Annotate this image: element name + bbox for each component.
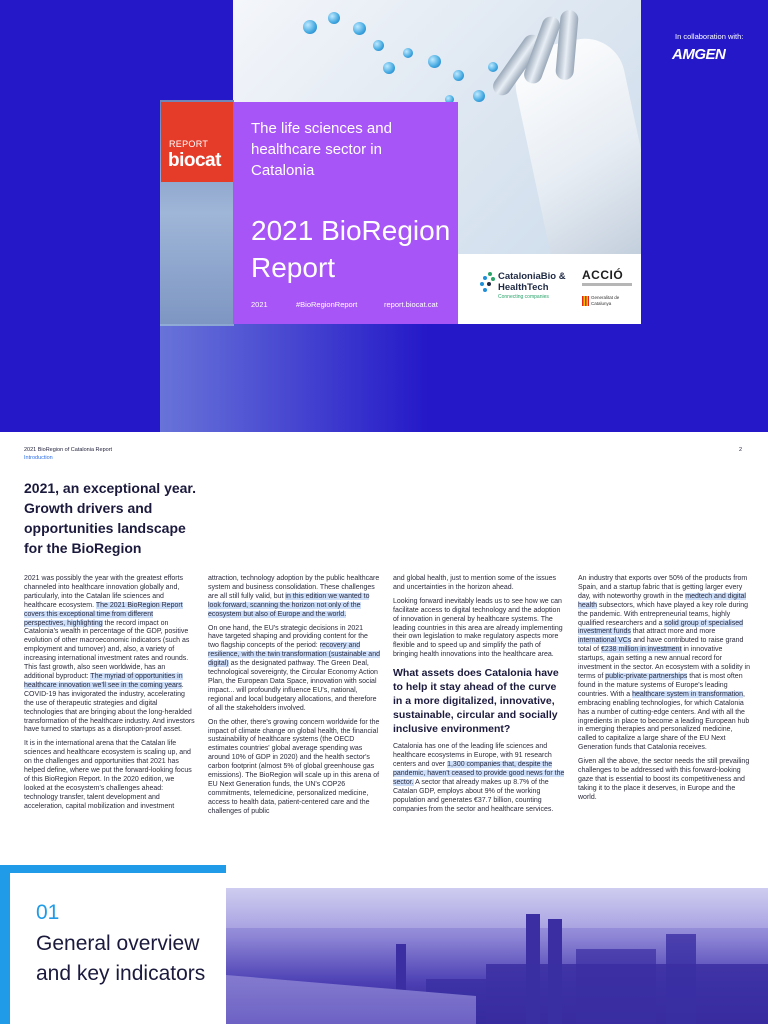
paragraph: 2021 was possibly the year with the greatest efforts channeled into healthcare innovation globally and, particularly, into the Catalan life sciences and healthcare ecosystem. The 2021 BioRegion Report covers this exceptional time from different perspectives, highlighting the record impact on Catalonia's wealth in percentage of the GDP, positive evolution of other macroeconomic indicators (such as employment and turnover) and, also, a variety of increasing international investment rates and rounds. This fast growth, also seen worldwide, has an additional byproduct: The myriad of opportunities in healthcare innovation we'll see in the coming years. COVID-19 has invigorated the industry, accelerating the use of therapeutic strategies and digital technologies that are bringing about the long-heralded transformation of the healthcare industry. And investors have turned to startups as a disruption-proof asset. bbox=[24, 575, 195, 734]
paragraph: Given all the above, the sector needs the still prevailing challenges to be addressed with this forward-looking gaze that is essential to boost its competitiveness and taking it to the place it deserves, in Europe and the world. bbox=[578, 758, 750, 801]
report-label: REPORT bbox=[169, 139, 209, 149]
molecule-icon bbox=[453, 70, 464, 81]
molecule-icon bbox=[373, 40, 384, 51]
highlight: The myriad of opportunities in healthcare innovation we'll see in the coming years bbox=[24, 672, 183, 689]
cover-hashtag: #BioRegionReport bbox=[296, 300, 358, 309]
paragraph: attraction, technology adoption by the public healthcare system and business consolidation. These challenges are all still fully valid, but in this edition we wanted to look forward, scanning the horizon not only of the ecosystem but also of Europe and the world. bbox=[208, 575, 380, 618]
report-cover bbox=[0, 0, 768, 432]
highlight: solid group of specialised investment funds bbox=[578, 619, 743, 636]
generalitat-logo: Generalitat de Catalunya bbox=[591, 295, 620, 306]
buildings bbox=[576, 949, 656, 1024]
cover-url[interactable]: report.biocat.cat bbox=[384, 300, 438, 309]
highlight: international VCs bbox=[578, 637, 632, 645]
collaboration-label: In collaboration with: bbox=[675, 32, 744, 41]
molecule-icon bbox=[383, 62, 395, 74]
molecule-icon bbox=[353, 22, 366, 35]
lab-photo-fade bbox=[160, 324, 460, 432]
highlight: recovery and resilience, with the twin transformation (sustainable and digital) bbox=[208, 642, 380, 668]
text-column-1 bbox=[24, 575, 196, 817]
accio-logo-subline bbox=[582, 283, 632, 286]
cover-title: 2021 BioRegion Report bbox=[251, 215, 451, 283]
highlight: public-private partnerships bbox=[605, 672, 688, 680]
paragraph: On the other, there's growing concern worldwide for the impact of climate change on global health, the financial sustainability of healthcare systems (the OECD estimates countries' global average spending was around 10% of GDP in 2020) and the health sector's carbon footprint (almost 5% of global greenhouse gas emissions). The BioRegion will scale up in this arena of EU Next Generation funds, the UN's COP26 commitments, telemedicine, personalized medicine, access to health data, patient-centered care and the challenges of public bbox=[208, 718, 380, 815]
highlight: medtech and digital health bbox=[578, 592, 746, 609]
section-label: Introduction bbox=[24, 455, 53, 461]
highlight: in this edition we wanted to look forward, scanning the horizon not only of the ecosystem but also of Europe and the world. bbox=[208, 592, 370, 618]
molecule-icon bbox=[428, 55, 441, 68]
running-header: 2021 BioRegion of Catalonia Report bbox=[24, 447, 113, 453]
molecule-icon bbox=[303, 20, 317, 34]
highlight: The 2021 BioRegion Report covers this exceptional time from different perspectives, highlighting bbox=[24, 601, 183, 627]
text-column-3 bbox=[393, 575, 565, 819]
highlight: healthcare system in transformation bbox=[632, 690, 743, 698]
biocat-logo: biocat bbox=[168, 150, 221, 171]
tower bbox=[666, 934, 696, 1024]
title-panel bbox=[233, 102, 458, 324]
paragraph: and global health, just to mention some of the issues and uncertainties in the horizon ahead. bbox=[393, 575, 557, 591]
paragraph: Looking forward inevitably leads us to see how we can facilitate access to digital technology and the adoption of innovation in general by healthcare systems. The leading countries in this area are already implementing their own legislation to make regulatory aspects more flexible and to speed up and simplify the path of bringing health innovations into the healthcare area. bbox=[393, 597, 563, 659]
molecule-icon bbox=[488, 62, 498, 72]
generalitat-flag-icon bbox=[582, 296, 589, 306]
paragraph: Catalonia has one of the leading life sciences and healthcare ecosystems in Europe, with 91 research centers and over 1,300 companies that, despite the pandemic, haven't ceased to provide good news for the sector. A sector that already makes up 8.7% of the Catalan GDP, employs about 9% of the working population and generates €37.7 billion, counting companies from the sector and healthcare services. bbox=[393, 743, 565, 813]
cover-subtitle: The life sciences and healthcare sector in Catalonia bbox=[251, 120, 392, 179]
cataloniabio-logo-icon bbox=[480, 272, 496, 292]
biocat-report-badge bbox=[161, 102, 234, 182]
cataloniabio-logo: CataloniaBio & HealthTech bbox=[498, 271, 566, 293]
amgen-logo: AMGEN bbox=[672, 46, 726, 63]
molecule-icon bbox=[403, 48, 413, 58]
molecule-icon bbox=[473, 90, 485, 102]
paragraph: It is in the international arena that the Catalan life sciences and healthcare ecosystem is scaling up, and on the challenges and opportunities that 2021 has helped define, where we put the forward-looking focus of this BioRegion Report. In the 2020 edition, we looked at the ecosystem's challenges ahead: technology transfer, talent development and acceleration, capital mobilization and investment bbox=[24, 740, 192, 810]
section-number: 01 bbox=[36, 901, 60, 924]
page-number: 2 bbox=[739, 447, 743, 453]
partner-logos bbox=[458, 254, 641, 324]
accio-logo: ACCIÓ bbox=[582, 268, 624, 282]
paragraph: On one hand, the EU's strategic decisions in 2021 have targeted shaping and providing content for the two flagship concepts of the period: recovery and resilience, with the twin transformation (sustainable and digital) as the designated pathway. The Green Deal, technological sovereignty, the Circular Economy Action Plan, the European Data Space, innovation with social impact... will profoundly influence EU's, national, regional and local budgetary allocations, and therefore of all the stakeholders involved. bbox=[208, 624, 380, 712]
highlight: 1,300 companies that, despite the pandemic, haven't ceased to provide good news for the sector. bbox=[393, 760, 565, 786]
section-title: General overview and key indicators bbox=[36, 932, 206, 985]
sky bbox=[226, 888, 768, 928]
cover-year: 2021 bbox=[251, 300, 268, 309]
article-headline: 2021, an exceptional year. Growth drivers and opportunities landscape for the BioRegion bbox=[24, 480, 196, 556]
subheading-question: What assets does Catalonia have to help it stay ahead of the curve in a more digitalized, innovative, sustainable, circular and socially inclusive environment? bbox=[393, 667, 559, 736]
cataloniabio-tagline: Connecting companies bbox=[498, 294, 549, 300]
barcelona-skyline-photo bbox=[226, 888, 768, 1024]
molecule-icon bbox=[328, 12, 340, 24]
section-accent-bar bbox=[0, 865, 226, 873]
paragraph: An industry that exports over 50% of the products from Spain, and a startup fabric that is getting larger every day, with noteworthy growth in the medtech and digital health subsectors, which have played a key role during the pandemic. With entrepreneurial teams, highly qualified researchers and a solid group of specialised investment funds that attract more and more international VCs and have contributed to raise grand total of €238 million in investment in innovative startups, again setting a new annual record for investment in the sector. An ecosystem with a solidity in terms of public-private partnerships that is most often found in the mature systems of Europe's leading countries. With a healthcare system in transformation, embracing enabling technologies, for which Catalonia has a number of cutting-edge centers. And with all the ingredients in place to become a leading European hub in emerging therapies and personalized medicine, called to capitalize a large share of the EU Next Generation funds that Catalonia receives. bbox=[578, 575, 750, 752]
text-column-4 bbox=[578, 575, 750, 808]
text-column-2 bbox=[208, 575, 380, 822]
section-title-panel bbox=[0, 873, 226, 1024]
highlight: €238 million in investment bbox=[600, 646, 682, 654]
